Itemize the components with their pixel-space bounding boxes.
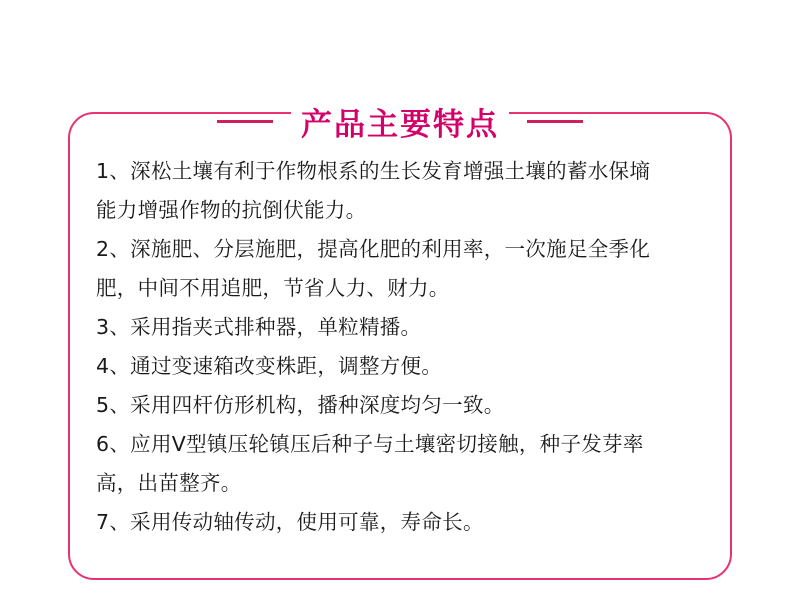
slide-title-group bbox=[0, 92, 800, 150]
feature-list bbox=[96, 152, 712, 542]
page-title: 产品主要特点 bbox=[291, 99, 509, 144]
list-item: 肥，中间不用追肥，节省人力、财力。 bbox=[96, 276, 450, 300]
list-item: 5、采用四杆仿形机构，播种深度均匀一致。 bbox=[96, 393, 505, 417]
list-item: 能力增强作物的抗倒伏能力。 bbox=[96, 198, 367, 222]
title-rule-right bbox=[527, 120, 583, 123]
list-item: 1、深松土壤有利于作物根系的生长发育增强土壤的蓄水保墒 bbox=[96, 159, 651, 183]
list-item: 4、通过变速箱改变株距，调整方便。 bbox=[96, 354, 443, 378]
title-rule-left bbox=[217, 120, 273, 123]
list-item: 高，出苗整齐。 bbox=[96, 471, 242, 495]
list-item: 7、采用传动轴传动，使用可靠，寿命长。 bbox=[96, 510, 484, 534]
list-item: 2、深施肥、分层施肥，提高化肥的利用率，一次施足全季化 bbox=[96, 237, 651, 261]
list-item: 6、应用V型镇压轮镇压后种子与土壤密切接触，种子发芽率 bbox=[96, 432, 644, 456]
list-item: 3、采用指夹式排种器，单粒精播。 bbox=[96, 315, 422, 339]
